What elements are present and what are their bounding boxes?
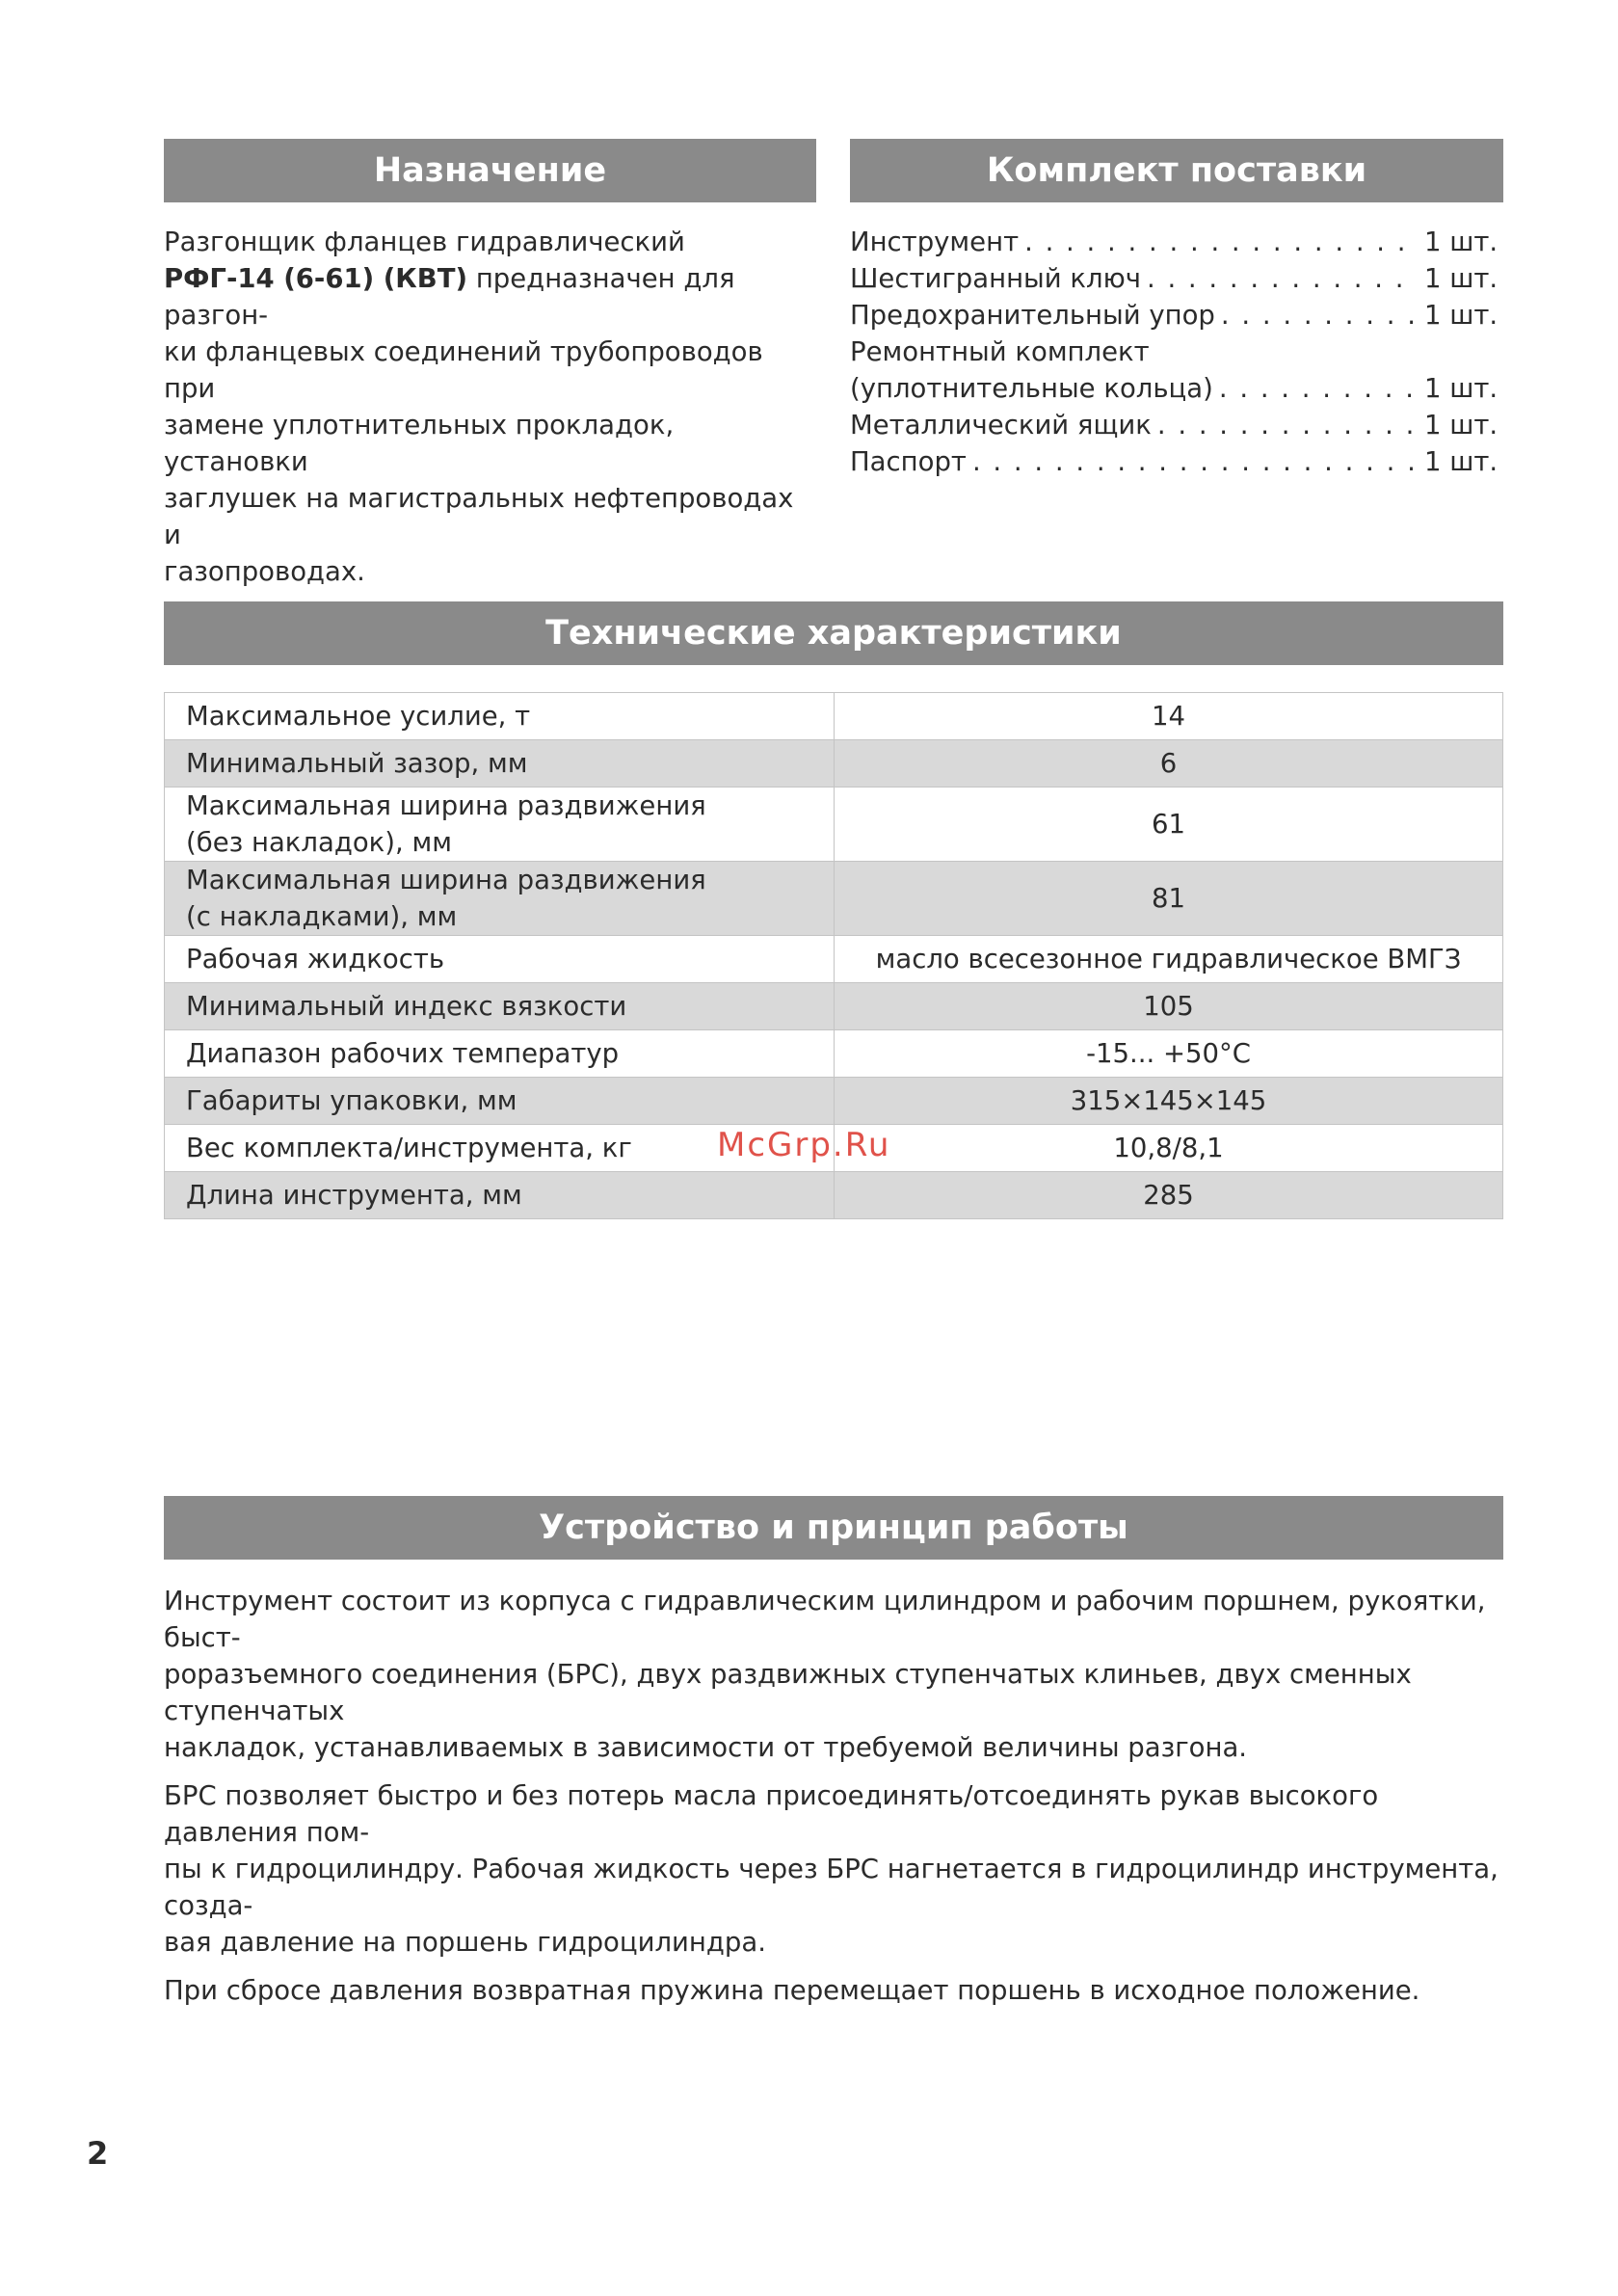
device-line: Инструмент состоит из корпуса с гидравлическим цилиндром и рабочим поршнем, рукоятки, быст-	[164, 1586, 1486, 1653]
purpose-line-text: предназначен для разгон-	[164, 263, 735, 331]
purpose-line	[164, 334, 816, 407]
product-model: РФГ-14 (6-61) (КВТ)	[164, 263, 468, 294]
spec-label	[165, 693, 835, 740]
spec-value: 285	[835, 1172, 1503, 1219]
spec-value: 315×145×145	[835, 1078, 1503, 1125]
purpose-line-text: заглушек на магистральных нефтепроводах и	[164, 483, 794, 550]
spec-value: 10,8/8,1	[835, 1125, 1503, 1172]
kit-item	[850, 407, 1499, 443]
kit-item	[850, 443, 1499, 480]
kit-item-name: Паспорт	[850, 446, 967, 477]
kit-item	[850, 297, 1499, 334]
kit-item-leader	[1147, 260, 1419, 297]
specs-row	[165, 1172, 1503, 1219]
specs-row	[165, 1030, 1503, 1078]
spec-label	[165, 1030, 835, 1078]
spec-label-line: Максимальная ширина раздвижения	[186, 790, 706, 821]
specs-row	[165, 788, 1503, 862]
kit-item	[850, 370, 1499, 407]
kit-item	[850, 224, 1499, 260]
spec-value: -15... +50°С	[835, 1030, 1503, 1078]
device-paragraph	[164, 1972, 1503, 2009]
spec-value: 6	[835, 740, 1503, 788]
specs-row	[165, 936, 1503, 983]
device-text	[164, 1583, 1503, 2020]
kit-item-leader	[1219, 370, 1419, 407]
device-paragraph	[164, 1777, 1503, 1961]
specs-row	[165, 862, 1503, 936]
purpose-line	[164, 407, 816, 480]
kit-item-name: (уплотнительные кольца)	[850, 373, 1213, 404]
kit-item-qty: 1 шт.	[1424, 410, 1499, 441]
kit-item-leader	[1157, 407, 1419, 443]
kit-item	[850, 260, 1499, 297]
specs-row	[165, 693, 1503, 740]
kit-item-qty: 1 шт.	[1424, 300, 1499, 331]
kit-item-name: Ремонтный комплект	[850, 336, 1150, 367]
device-line: накладок, устанавливаемых в зависимости от требуемой величины разгона.	[164, 1732, 1248, 1763]
purpose-heading: Назначение	[164, 139, 816, 202]
spec-label	[165, 1172, 835, 1219]
spec-value: 61	[835, 788, 1503, 862]
page-number: 2	[87, 2135, 109, 2172]
kit-item-name: Инструмент	[850, 227, 1020, 257]
device-line: вая давление на поршень гидроцилиндра.	[164, 1927, 766, 1958]
specs-row	[165, 740, 1503, 788]
kit-item-name: Предохранительный упор	[850, 300, 1215, 331]
spec-label-line: Вес комплекта/инструмента, кг	[186, 1133, 632, 1163]
specs-row	[165, 1078, 1503, 1125]
kit-item-leader	[1221, 297, 1419, 334]
spec-label	[165, 936, 835, 983]
purpose-text	[164, 224, 816, 590]
purpose-line	[164, 480, 816, 553]
kit-item	[850, 334, 1494, 370]
device-heading: Устройство и принцип работы	[164, 1496, 1503, 1560]
purpose-line-text: ки фланцевых соединений трубопроводов при	[164, 336, 763, 404]
spec-value: масло всесезонное гидравлическое ВМГЗ	[835, 936, 1503, 983]
device-line: При сбросе давления возвратная пружина перемещает поршень в исходное положение.	[164, 1975, 1420, 2006]
kit-item-name: Шестигранный ключ	[850, 263, 1141, 294]
spec-label-line: Рабочая жидкость	[186, 944, 445, 974]
spec-label	[165, 862, 835, 936]
spec-label-line: (без накладок), мм	[186, 827, 452, 858]
watermark: McGrp.Ru	[717, 1126, 891, 1164]
device-paragraph	[164, 1583, 1503, 1766]
specs-heading: Технические характеристики	[164, 601, 1503, 665]
spec-label-line: Минимальный зазор, мм	[186, 748, 528, 779]
spec-value: 14	[835, 693, 1503, 740]
spec-label-line: Диапазон рабочих температур	[186, 1038, 620, 1069]
kit-item-qty: 1 шт.	[1424, 373, 1499, 404]
kit-item-name: Металлический ящик	[850, 410, 1152, 441]
spec-label-line: (с накладками), мм	[186, 901, 458, 932]
spec-label	[165, 740, 835, 788]
kit-list	[850, 224, 1499, 480]
spec-label	[165, 983, 835, 1030]
spec-label-line: Длина инструмента, мм	[186, 1180, 522, 1211]
spec-label	[165, 1078, 835, 1125]
purpose-line-text: газопроводах.	[164, 556, 365, 587]
spec-label-line: Максимальное усилие, т	[186, 701, 531, 732]
kit-item-qty: 1 шт.	[1424, 263, 1499, 294]
kit-heading: Комплект поставки	[850, 139, 1503, 202]
purpose-line	[164, 553, 816, 590]
specs-row	[165, 983, 1503, 1030]
spec-label-line: Максимальная ширина раздвижения	[186, 865, 706, 895]
purpose-line-text: замене уплотнительных прокладок, установки	[164, 410, 675, 477]
device-line: пы к гидроцилиндру. Рабочая жидкость через БРС нагнетается в гидроцилиндр инструмента, созда-	[164, 1854, 1499, 1921]
spec-label	[165, 788, 835, 862]
spec-value: 105	[835, 983, 1503, 1030]
spec-label-line: Минимальный индекс вязкости	[186, 991, 627, 1022]
device-line: роразъемного соединения (БРС), двух раздвижных ступенчатых клиньев, двух сменных ступенчатых	[164, 1659, 1412, 1726]
kit-item-leader	[972, 443, 1419, 480]
spec-label-line: Габариты упаковки, мм	[186, 1085, 517, 1116]
kit-item-leader	[1024, 224, 1419, 260]
purpose-line	[164, 224, 816, 260]
kit-item-qty: 1 шт.	[1424, 227, 1499, 257]
kit-item-qty: 1 шт.	[1424, 446, 1499, 477]
purpose-line-text: Разгонщик фланцев гидравлический	[164, 227, 685, 257]
purpose-line	[164, 260, 816, 334]
device-line: БРС позволяет быстро и без потерь масла присоединять/отсоединять рукав высокого давления пом-	[164, 1780, 1379, 1848]
spec-value: 81	[835, 862, 1503, 936]
